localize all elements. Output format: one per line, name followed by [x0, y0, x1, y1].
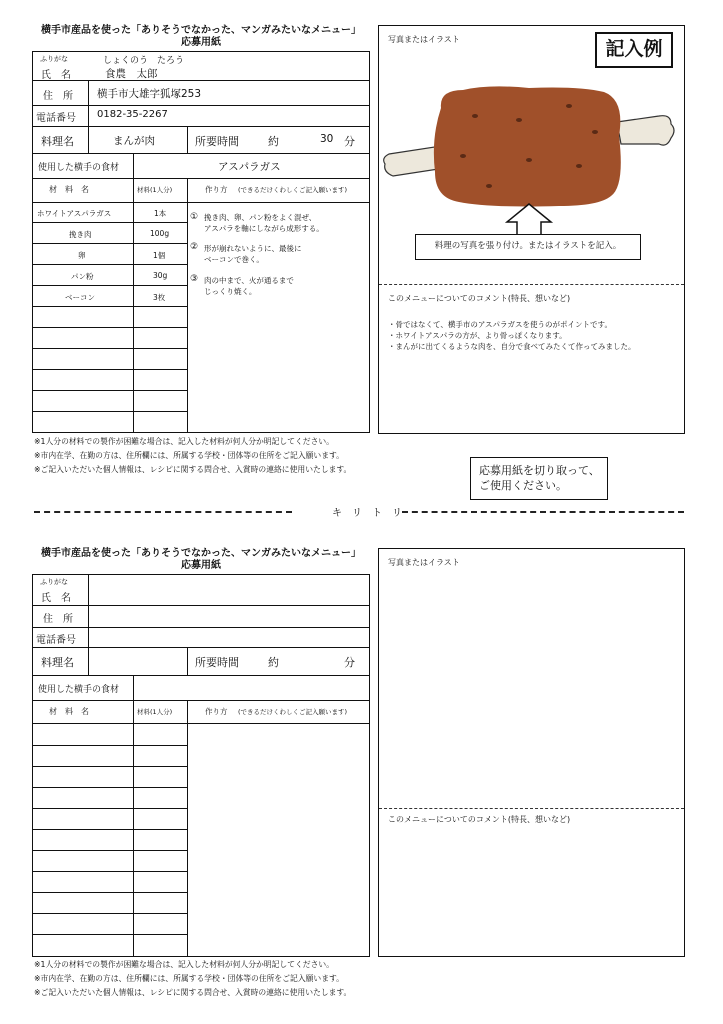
time-unit: 分 [344, 656, 355, 669]
step-text: 形が崩れないように、最後に [204, 244, 302, 253]
amount-header: 材料(1人分) [137, 708, 173, 716]
amount-header: 材料(1人分) [137, 186, 173, 194]
address-label: 住 所 [43, 91, 73, 102]
meat-chunk [434, 86, 621, 206]
photo-label: 写真またはイラスト [388, 558, 460, 567]
blank-form-title [32, 548, 370, 572]
step-number: ① [190, 212, 199, 222]
method-header: 作り方 [205, 185, 228, 194]
material-amount: 1本 [154, 209, 167, 218]
cut-line-label: キ リ ト リ [332, 508, 402, 519]
blank-photo-panel [378, 548, 685, 957]
phone-label: 電話番号 [36, 113, 76, 124]
method-note: (できるだけくわしくご記入願います) [238, 186, 348, 194]
cut-notice-box [470, 457, 608, 500]
note-line: ※ご記入いただいた個人情報は、レシピに関する問合せ、入賞時の連絡に使用いたします。 [34, 988, 352, 997]
note-line: ※市内在学、在勤の方は、住所欄には、所属する学校・団体等の住所をご記入願います。 [34, 974, 344, 983]
material-name: 挽き肉 [69, 230, 92, 239]
ingredient-value: アスパラガス [218, 161, 281, 173]
example-photo-panel [378, 25, 685, 434]
step-text: アスパラを軸にしながら成形する。 [204, 224, 324, 233]
furigana-value: しょくのう たろう [103, 56, 185, 66]
name-label: 氏 名 [41, 70, 71, 81]
phone-label: 電話番号 [36, 635, 76, 646]
note-line: ※1人分の材料での製作が困難な場合は、記入した材料が何人分か明記してください。 [34, 960, 334, 969]
ingredient-label: 使用した横手の食材 [38, 163, 120, 173]
dish-label: 料理名 [41, 656, 74, 669]
step-text: じっくり焼く。 [204, 287, 257, 296]
cut-notice-line1: 応募用紙を切り取って、 [479, 464, 600, 477]
material-amount: 3枚 [153, 293, 166, 302]
form-title-line1: 横手市産品を使った「ありそうでなかった、マンガみたいなメニュー」 [41, 548, 361, 559]
material-amount: 30g [153, 271, 168, 280]
step-number: ③ [190, 274, 199, 284]
note-line: ※ご記入いただいた個人情報は、レシピに関する問合せ、入賞時の連絡に使用いたします。 [34, 465, 352, 474]
example-form [32, 51, 370, 433]
furigana-label: ふりがな [40, 55, 68, 63]
material-amount: 1個 [153, 251, 166, 260]
time-approx: 約 [268, 656, 279, 669]
form-title [32, 25, 370, 49]
material-name: パン粉 [71, 272, 94, 281]
step-text: 肉の中まで、火が通るまで [204, 276, 294, 285]
bone-right [617, 116, 674, 145]
material-name: ホワイトアスパラガス [37, 209, 112, 218]
phone-value: 0182-35-2267 [97, 109, 168, 120]
method-note: (できるだけくわしくご記入願います) [238, 708, 348, 716]
comment-line: ・骨ではなくて、横手市のアスパラガスを使うのがポイントです。 [388, 320, 612, 329]
dish-value: まんが肉 [113, 135, 155, 147]
time-label: 所要時間 [195, 135, 239, 148]
furigana-label: ふりがな [40, 578, 68, 586]
address-value: 横手市大雄字狐塚253 [97, 88, 202, 100]
blank-form [32, 574, 370, 957]
material-name: ベーコン [65, 293, 95, 302]
comment-line: ・まんがに出てくるような肉を、自分で食べてみたくて作ってみました。 [388, 342, 636, 351]
time-value: 30 [320, 133, 334, 145]
comment-line: ・ホワイトアスパラの方が、より骨っぽくなります。 [388, 331, 567, 340]
time-approx: 約 [268, 135, 279, 148]
name-label: 氏 名 [41, 593, 71, 604]
time-unit: 分 [344, 135, 355, 148]
photo-caption-box [415, 234, 641, 260]
name-value: 食農 太郎 [105, 68, 158, 80]
photo-caption-text: 料理の写真を張り付け。またはイラストを記入。 [434, 241, 622, 251]
address-label: 住 所 [43, 614, 73, 625]
example-badge-text: 記入例 [605, 38, 663, 60]
photo-label: 写真またはイラスト [388, 35, 460, 44]
comment-label: このメニューについてのコメント(特長、想いなど) [388, 815, 571, 824]
note-line: ※市内在学、在勤の方は、住所欄には、所属する学校・団体等の住所をご記入願います。 [34, 451, 344, 460]
cut-notice-line2: ご使用ください。 [479, 479, 567, 492]
materials-header: 材 料 名 [49, 707, 89, 716]
note-line: ※1人分の材料での製作が困難な場合は、記入した材料が何人分か明記してください。 [34, 437, 334, 446]
material-name: 卵 [78, 251, 86, 260]
form-title-line1: 横手市産品を使った「ありそうでなかった、マンガみたいなメニュー」 [41, 25, 361, 36]
material-amount: 100g [150, 229, 170, 238]
form-title-line2: 応募用紙 [181, 37, 221, 48]
comment-label: このメニューについてのコメント(特長、想いなど) [388, 294, 571, 303]
method-header: 作り方 [205, 707, 228, 716]
materials-header: 材 料 名 [49, 185, 89, 194]
example-badge [595, 32, 673, 68]
form-title-line2: 応募用紙 [181, 560, 221, 571]
ingredient-label: 使用した横手の食材 [38, 685, 120, 695]
step-number: ② [190, 242, 199, 252]
dish-label: 料理名 [41, 135, 74, 148]
step-text: 挽き肉、卵、パン粉をよく混ぜ、 [204, 213, 317, 222]
time-label: 所要時間 [195, 656, 239, 669]
step-text: ベーコンで巻く。 [204, 255, 264, 264]
manga-meat-illustration [379, 76, 686, 246]
pointer-arrow [507, 204, 551, 236]
cut-line [34, 504, 684, 518]
